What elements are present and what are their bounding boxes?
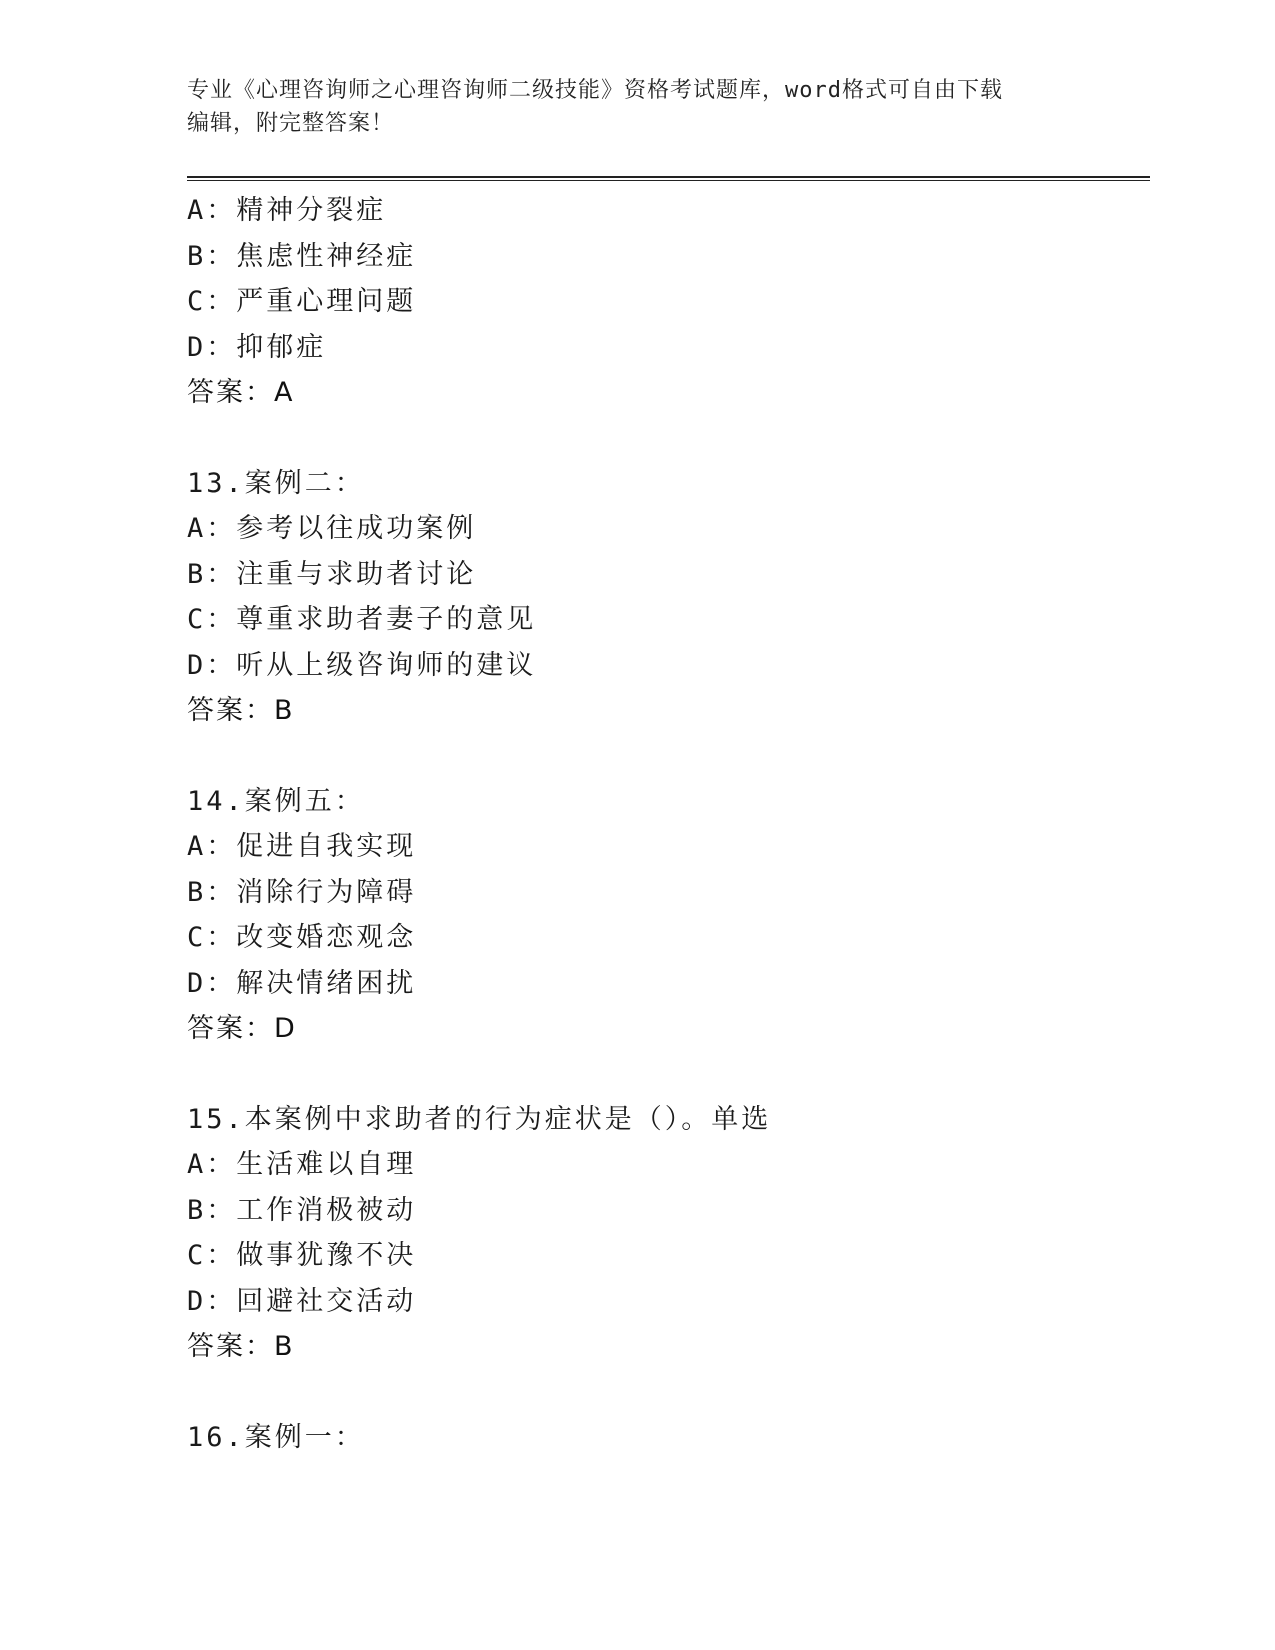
header-divider [187,176,1150,181]
option-d: D：抑郁症 [187,331,327,363]
header-line-2: 编辑，附完整答案！ [187,111,395,136]
answer-line: 答案：A [187,377,295,408]
answer-line: 答案：B [187,695,295,726]
question-16 [187,1415,1147,1461]
option-d: D：回避社交活动 [187,1285,417,1317]
answer-line: 答案：D [187,1013,297,1044]
spacer [187,1370,1147,1415]
spacer [187,1052,1147,1097]
option-a: A：参考以往成功案例 [187,513,477,544]
option-b: B：焦虑性神经症 [187,240,417,272]
question-stem: 13.案例二： [187,467,365,499]
question-13 [187,461,1147,734]
question-15 [187,1097,1147,1370]
question-stem: 14.案例五： [187,785,365,817]
header-line-1: 专业《心理咨询师之心理咨询师二级技能》资格考试题库，word格式可自由下载 [187,78,1003,103]
option-a: A：精神分裂症 [187,195,387,226]
option-c: C：尊重求助者妻子的意见 [187,604,537,635]
question-list [187,188,1147,1460]
option-b: B：工作消极被动 [187,1194,417,1226]
question-12 [187,188,1147,416]
spacer [187,416,1147,461]
document-header [187,74,1067,140]
question-stem: 16.案例一： [187,1421,365,1453]
option-a: A：生活难以自理 [187,1149,417,1180]
spacer [187,734,1147,779]
option-a: A：促进自我实现 [187,831,417,862]
question-stem: 15.本案例中求助者的行为症状是（）。单选 [187,1103,772,1135]
option-c: C：改变婚恋观念 [187,922,417,953]
option-d: D：听从上级咨询师的建议 [187,649,537,681]
option-b: B：消除行为障碍 [187,876,417,908]
option-d: D：解决情绪困扰 [187,967,417,999]
option-b: B：注重与求助者讨论 [187,558,477,590]
question-14 [187,779,1147,1052]
option-c: C：严重心理问题 [187,286,417,317]
option-c: C：做事犹豫不决 [187,1240,417,1271]
answer-line: 答案：B [187,1331,295,1362]
